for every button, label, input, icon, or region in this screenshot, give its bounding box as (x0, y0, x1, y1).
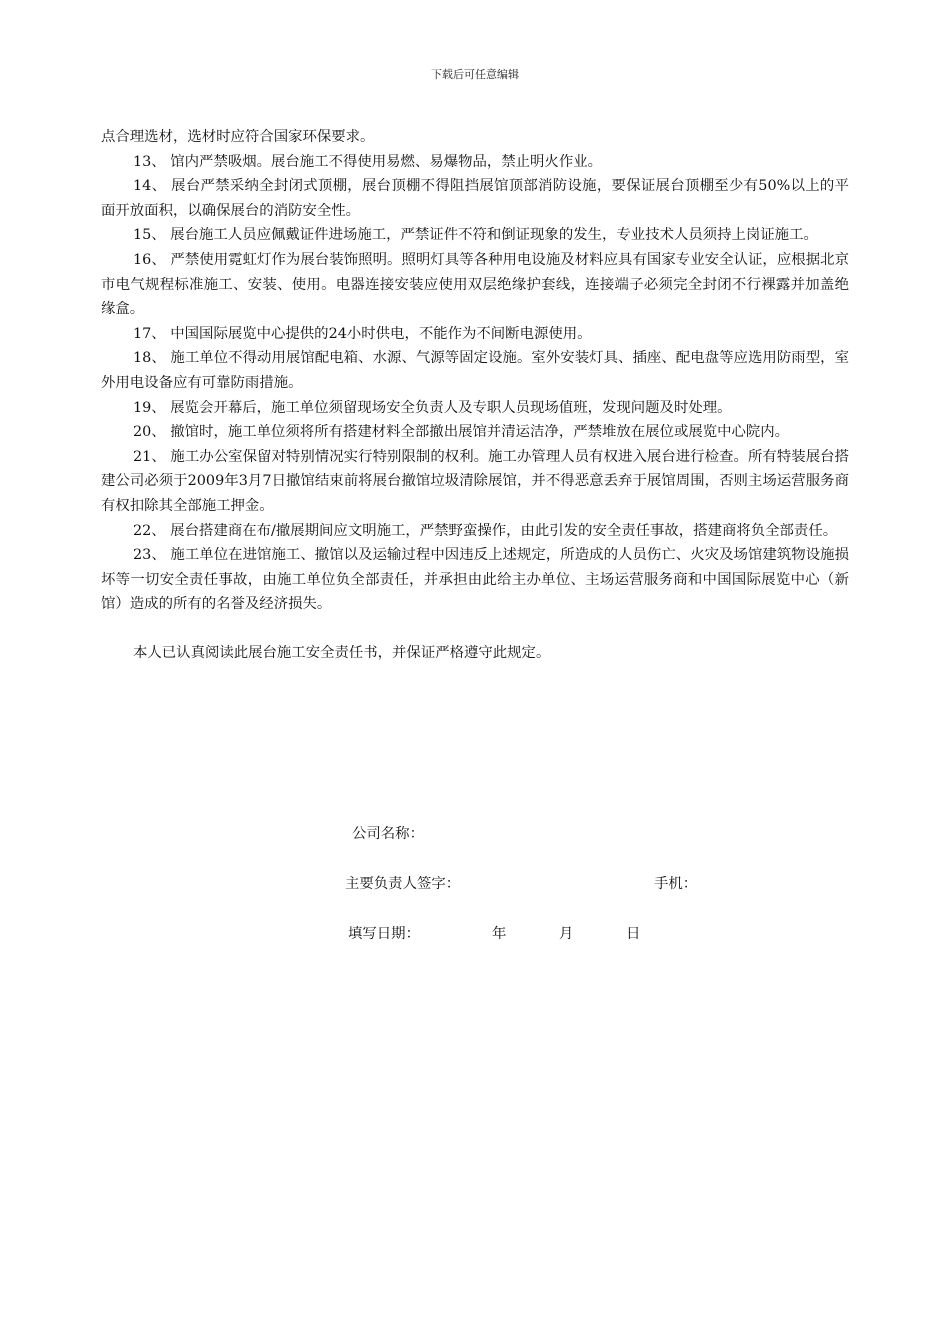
date-year-label: 年 (492, 926, 507, 942)
document-body (101, 125, 849, 666)
paragraph-item-17: 17、 中国国际展览中心提供的24小时供电，不能作为不间断电源使用。 (133, 325, 592, 342)
paragraph-item-19: 19、 展览会开幕后，施工单位须留现场安全负责人及专职人员现场值班，发现问题及时处理。 (133, 399, 732, 416)
paragraph-item-13: 13、 馆内严禁吸烟。展台施工不得使用易燃、易爆物品，禁止明火作业。 (133, 153, 602, 170)
phone-label: 手机： (654, 876, 698, 892)
paragraph-item-14: 14、 展台严禁采纳全封闭式顶棚，展台顶棚不得阻挡展馆顶部消防设施，要保证展台顶棚至少有50%以上的平面开放面积，以确保展台的消防安全性。 (101, 178, 849, 219)
principal-signature-label: 主要负责人签字： (345, 876, 461, 892)
paragraph-item-21: 21、 施工办公室保留对特别情况实行特别限制的权利。施工办管理人员有权进入展台进行检查。所有特装展台搭建公司必须于2009年3月7日撤馆结束前将展台撤馆垃圾清除展馆，并不得恶意丢弃于展馆周围，否则主场运营服务商有权扣除其全部施工押金。 (101, 448, 849, 514)
paragraph-spacer (101, 617, 849, 642)
date-day-label: 日 (626, 926, 641, 942)
paragraph-item-16: 16、 严禁使用霓虹灯作为展台装饰照明。照明灯具等各种用电设施及材料应具有国家专业安全认证，应根据北京市电气规程标准施工、安装、使用。电器连接安装应使用双层绝缘护套线，连接端子必须完全封闭不行裸露并加盖绝缘盒。 (101, 251, 849, 318)
paragraph-item-20: 20、 撤馆时，施工单位须将所有搭建材料全部撤出展馆并清运洁净，严禁堆放在展位或展览中心院内。 (133, 424, 790, 441)
date-month-label: 月 (559, 926, 574, 942)
paragraph-item-15: 15、 展台施工人员应佩戴证件进场施工，严禁证件不符和倒证现象的发生，专业技术人员须持上岗证施工。 (133, 227, 818, 244)
paragraph-item-22: 22、 展台搭建商在布/撤展期间应文明施工，严禁野蛮操作，由此引发的安全责任事故，搭建商将负全部责任。 (133, 522, 838, 539)
paragraph-item-18: 18、 施工单位不得动用展馆配电箱、水源、气源等固定设施。室外安装灯具、插座、配电盘等应选用防雨型，室外用电设备应有可靠防雨措施。 (101, 350, 849, 391)
statement: 本人已认真阅读此展台施工安全责任书，并保证严格遵守此规定。 (133, 645, 551, 662)
fill-date-label: 填写日期： (348, 926, 420, 942)
company-name-label: 公司名称： (352, 826, 424, 842)
paragraph-continuation: 点合理选材，选材时应符合国家环保要求。 (101, 129, 375, 145)
paragraph-item-23: 23、 施工单位在进馆施工、撤馆以及运输过程中因违反上述规定，所造成的人员伤亡、火灾及场馆建筑物设施损坏等一切安全责任事故，由施工单位负全部责任，并承担由此给主办单位、主场运营服务商和中国国际展览中心（新馆）造成的所有的名誉及经济损失。 (101, 547, 849, 613)
page-header: 下载后可任意编辑 (431, 68, 519, 81)
